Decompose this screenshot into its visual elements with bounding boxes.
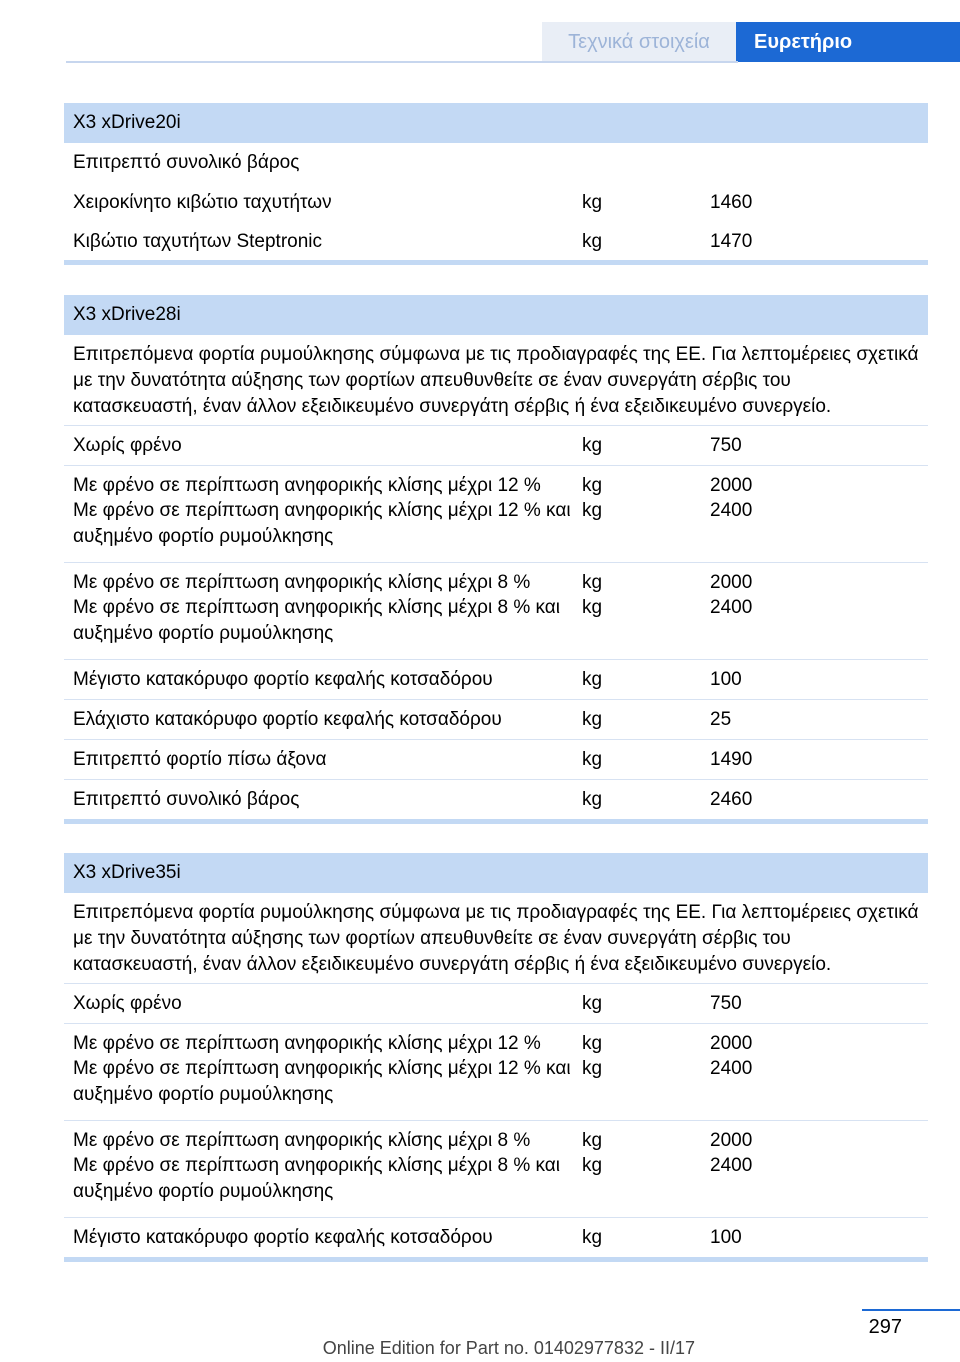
row-label: Κιβώτιο ταχυτήτων Steptronic [73,230,323,252]
row-value: 2400 [710,1155,753,1176]
row-value: 2400 [710,597,753,618]
tab-technical-data[interactable]: Τεχνικά στοιχεία [542,22,736,62]
row-value: 750 [710,434,742,456]
row-unit: kg [582,1033,603,1054]
table-row [64,1056,928,1121]
row-value: 1460 [710,192,753,213]
row-unit: kg [582,1226,603,1248]
row-unit: kg [582,597,603,618]
top-nav [542,22,960,62]
table-subtitle: Επιτρεπτό συνολικό βάρος [73,152,300,173]
table-row [64,1218,928,1257]
table-row [64,563,928,595]
row-label: Με φρένο σε περίπτωση ανηφορικής κλίσης μέχρι 12 % [73,1033,541,1054]
row-label: Με φρένο σε περίπτωση ανηφορικής κλίσης μέχρι 8 % και αυξημένο φορτίο ρυμούλκησης [73,597,560,644]
table-subtitle-row [64,143,928,183]
row-unit: kg [582,500,603,521]
table-row [64,1024,928,1056]
row-value: 100 [710,668,742,690]
row-label: Μέγιστο κατακόρυφο φορτίο κεφαλής κοτσαδόρου [73,668,493,690]
table-row [64,780,928,819]
row-unit: kg [582,1155,603,1176]
footer-edition: Online Edition for Part no. 01402977832 - II/17 [322,1338,695,1358]
row-unit: kg [582,992,603,1014]
table-end-bar [64,819,928,824]
row-unit: kg [582,230,603,252]
table-end-bar [64,260,928,265]
row-value: 2400 [710,1058,753,1079]
row-unit: kg [582,748,603,770]
table-row [64,660,928,700]
row-label: Με φρένο σε περίπτωση ανηφορικής κλίσης μέχρι 12 % και αυξημένο φορτίο ρυμούλκησης [73,1058,571,1105]
row-unit: kg [582,475,603,496]
row-unit: kg [582,788,603,810]
row-label: Με φρένο σε περίπτωση ανηφορικής κλίσης μέχρι 12 % και αυξημένο φορτίο ρυμούλκησης [73,500,571,547]
row-unit: kg [582,572,603,593]
row-label: Χωρίς φρένο [73,434,182,456]
row-value: 25 [710,708,732,730]
table-note: Επιτρεπόμενα φορτία ρυμούλκησης σύμφωνα με τις προδιαγραφές της ΕΕ. Για λεπτομέρειες σχετικά με την δυνατότητα αύξησης των φορτίων απευθυνθείτε σε έναν συνεργάτη σέρβις του κατασκευαστή, έναν άλλον εξειδικευμένο συνεργάτη σέρβις ή ένα εξειδικευμένο συνεργείο. [73,902,919,975]
row-unit: kg [582,1058,603,1079]
table-header: X3 xDrive20i [64,103,928,143]
row-label: Επιτρεπτό φορτίο πίσω άξονα [73,748,327,770]
nav-divider [66,61,738,63]
table-row [64,700,928,740]
row-label: Με φρένο σε περίπτωση ανηφορικής κλίσης μέχρι 8 % και αυξημένο φορτίο ρυμούλκησης [73,1155,560,1202]
row-value: 750 [710,992,742,1014]
table-row [64,1121,928,1153]
row-value: 2460 [710,788,753,810]
row-unit: kg [582,192,603,213]
table-row [64,426,928,466]
table-row [64,595,928,660]
table-row [64,984,928,1024]
table-header: X3 xDrive28i [64,295,928,335]
row-value: 2400 [710,500,753,521]
row-label: Χωρίς φρένο [73,992,182,1014]
table-note-row [64,893,928,984]
row-label: Μέγιστο κατακόρυφο φορτίο κεφαλής κοτσαδόρου [73,1226,493,1248]
table-row [64,183,928,223]
row-label: Με φρένο σε περίπτωση ανηφορικής κλίσης μέχρι 12 % [73,475,541,496]
row-unit: kg [582,434,603,456]
table-row [64,740,928,780]
row-label: Ελάχιστο κατακόρυφο φορτίο κεφαλής κοτσαδόρου [73,708,502,730]
table-header: X3 xDrive35i [64,853,928,893]
table-row [64,498,928,563]
row-value: 2000 [710,1033,753,1054]
row-label: Χειροκίνητο κιβώτιο ταχυτήτων [73,192,332,213]
row-label: Επιτρεπτό συνολικό βάρος [73,788,300,810]
row-label: Με φρένο σε περίπτωση ανηφορικής κλίσης μέχρι 8 % [73,1130,531,1151]
footer-rule [862,1309,960,1311]
row-unit: kg [582,668,603,690]
row-value: 2000 [710,1130,753,1151]
table-end-bar [64,1257,928,1262]
row-unit: kg [582,708,603,730]
row-unit: kg [582,1130,603,1151]
row-value: 100 [710,1226,742,1248]
table-x3-xdrive35i [64,853,928,1262]
row-value: 1470 [710,230,753,252]
table-x3-xdrive28i [64,295,928,824]
row-value: 2000 [710,475,753,496]
table-row [64,223,928,260]
table-note-row [64,335,928,426]
row-value: 1490 [710,748,753,770]
page-number: 297 [868,1316,902,1338]
tab-index[interactable]: Ευρετήριο [736,22,960,62]
table-note: Επιτρεπόμενα φορτία ρυμούλκησης σύμφωνα με τις προδιαγραφές της ΕΕ. Για λεπτομέρειες σχετικά με την δυνατότητα αύξησης των φορτίων απευθυνθείτε σε έναν συνεργάτη σέρβις του κατασκευαστή, έναν άλλον εξειδικευμένο συνεργάτη σέρβις ή ένα εξειδικευμένο συνεργείο. [73,344,919,417]
table-row [64,466,928,498]
table-x3-xdrive20i [64,103,928,265]
row-label: Με φρένο σε περίπτωση ανηφορικής κλίσης μέχρι 8 % [73,572,531,593]
row-value: 2000 [710,572,753,593]
table-row [64,1153,928,1218]
